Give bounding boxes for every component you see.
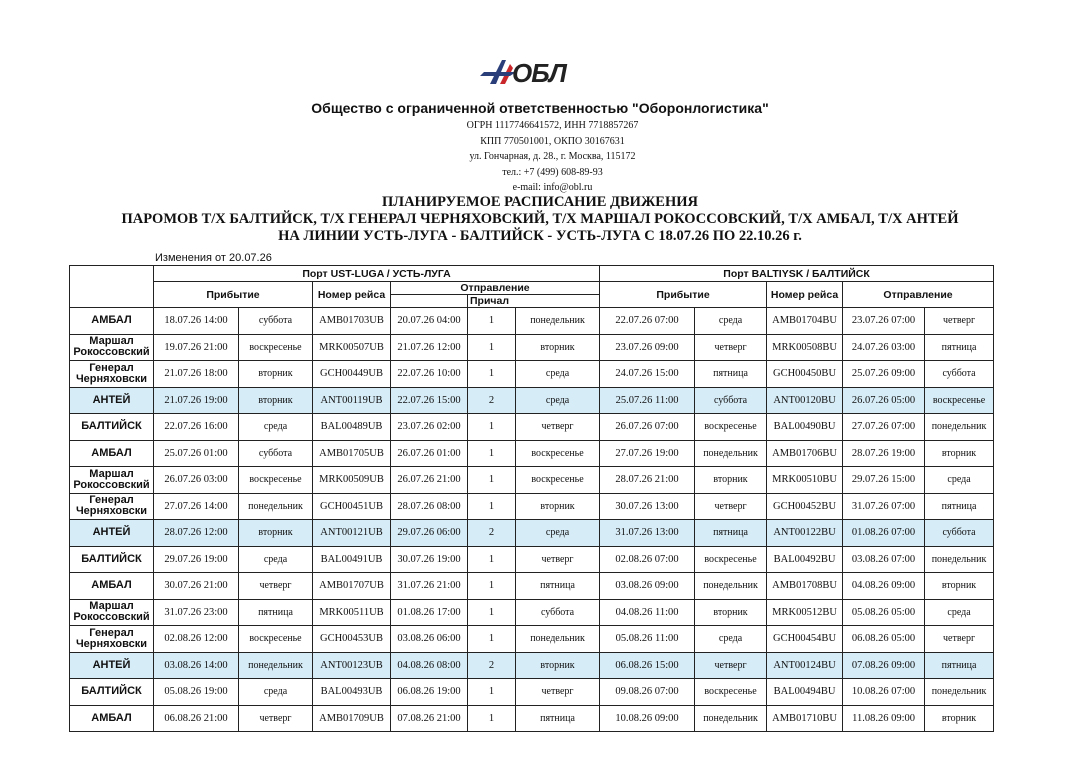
bal-voyage-number: GCH00450BU [767, 361, 843, 388]
bal-voyage-number: ANT00122BU [767, 520, 843, 547]
table-row [70, 705, 994, 732]
ust-departure-weekday: пятница [516, 573, 600, 600]
header-port-ust-luga: Порт UST-LUGA / УСТЬ-ЛУГА [154, 266, 600, 282]
bal-voyage-number: BAL00492BU [767, 546, 843, 573]
ust-departure-datetime: 28.07.26 08:00 [391, 493, 468, 520]
bal-departure-weekday: вторник [925, 440, 994, 467]
ust-voyage-number: ANT00121UB [313, 520, 391, 547]
ust-departure-datetime: 01.08.26 17:00 [391, 599, 468, 626]
bal-departure-datetime: 28.07.26 19:00 [843, 440, 925, 467]
bal-departure-weekday: среда [925, 467, 994, 494]
requisite-ogrn: ОГРН 1117746641572, ИНН 7718857267 [466, 120, 639, 131]
bal-departure-weekday: суббота [925, 361, 994, 388]
table-row [70, 599, 994, 626]
ust-voyage-number: GCH00453UB [313, 626, 391, 653]
bal-arrival-datetime: 03.08.26 09:00 [600, 573, 695, 600]
bal-arrival-weekday: пятница [695, 361, 767, 388]
berth-number: 1 [468, 626, 516, 653]
company-requisites [0, 118, 1080, 196]
ust-voyage-number: ANT00119UB [313, 387, 391, 414]
ust-departure-datetime: 20.07.26 04:00 [391, 308, 468, 335]
requisite-email: e-mail: info@obl.ru [512, 182, 593, 193]
ust-departure-weekday: четверг [516, 414, 600, 441]
ust-departure-datetime: 22.07.26 15:00 [391, 387, 468, 414]
ship-name [70, 387, 154, 414]
bal-departure-weekday: понедельник [925, 679, 994, 706]
bal-departure-weekday: вторник [925, 573, 994, 600]
bal-departure-datetime: 31.07.26 07:00 [843, 493, 925, 520]
ust-arrival-weekday: вторник [239, 520, 313, 547]
bal-departure-datetime: 23.07.26 07:00 [843, 308, 925, 335]
bal-arrival-weekday: суббота [695, 387, 767, 414]
ust-voyage-number: BAL00493UB [313, 679, 391, 706]
ust-arrival-datetime: 05.08.26 19:00 [154, 679, 239, 706]
table-row [70, 440, 994, 467]
requisite-address: ул. Гончарная, д. 28., г. Москва, 115172 [469, 151, 636, 162]
berth-number: 2 [468, 387, 516, 414]
bal-arrival-datetime: 24.07.26 15:00 [600, 361, 695, 388]
ship-name [70, 546, 154, 573]
ust-departure-datetime: 07.08.26 21:00 [391, 705, 468, 732]
ust-arrival-datetime: 26.07.26 03:00 [154, 467, 239, 494]
ship-name [70, 308, 154, 335]
header-bal-departure: Отправление [843, 282, 994, 308]
bal-arrival-weekday: воскресенье [695, 414, 767, 441]
ust-departure-weekday: понедельник [516, 308, 600, 335]
ust-voyage-number: ANT00123UB [313, 652, 391, 679]
bal-arrival-datetime: 09.08.26 07:00 [600, 679, 695, 706]
bal-voyage-number: ANT00124BU [767, 652, 843, 679]
bal-arrival-datetime: 28.07.26 21:00 [600, 467, 695, 494]
company-name: Общество с ограниченной ответственностью "Оборонлогистика" [311, 100, 769, 116]
ust-departure-datetime: 29.07.26 06:00 [391, 520, 468, 547]
ust-arrival-weekday: среда [239, 679, 313, 706]
table-row [70, 520, 994, 547]
ship-name [70, 361, 154, 388]
ust-arrival-datetime: 18.07.26 14:00 [154, 308, 239, 335]
bal-voyage-number: GCH00452BU [767, 493, 843, 520]
berth-number: 1 [468, 573, 516, 600]
bal-voyage-number: GCH00454BU [767, 626, 843, 653]
ust-departure-datetime: 31.07.26 21:00 [391, 573, 468, 600]
bal-arrival-weekday: среда [695, 626, 767, 653]
ust-departure-weekday: вторник [516, 334, 600, 361]
ust-departure-weekday: понедельник [516, 626, 600, 653]
bal-departure-weekday: понедельник [925, 414, 994, 441]
title-line-2: ПАРОМОВ Т/Х БАЛТИЙСК, Т/Х ГЕНЕРАЛ ЧЕРНЯХОВСКИЙ, Т/Х МАРШАЛ РОКОССОВСКИЙ, Т/Х АМБАЛ, Т/Х АНТЕЙ [121, 211, 959, 227]
bal-departure-weekday: воскресенье [925, 387, 994, 414]
ust-departure-datetime: 06.08.26 19:00 [391, 679, 468, 706]
bal-departure-datetime: 05.08.26 05:00 [843, 599, 925, 626]
ship-name-line: Черняховски [75, 505, 148, 518]
ship-name-line: Рокоссовский [73, 346, 150, 359]
ship-name [70, 414, 154, 441]
ust-arrival-datetime: 06.08.26 21:00 [154, 705, 239, 732]
ust-departure-weekday: четверг [516, 546, 600, 573]
berth-number: 1 [468, 493, 516, 520]
ust-voyage-number: GCH00451UB [313, 493, 391, 520]
bal-voyage-number: MRK00512BU [767, 599, 843, 626]
bal-departure-datetime: 25.07.26 09:00 [843, 361, 925, 388]
ust-arrival-weekday: понедельник [239, 652, 313, 679]
bal-departure-weekday: пятница [925, 334, 994, 361]
bal-departure-weekday: четверг [925, 626, 994, 653]
bal-arrival-weekday: понедельник [695, 573, 767, 600]
ship-name [70, 334, 154, 361]
header-ship-cell [70, 266, 154, 308]
ship-name-line: АМБАЛ [91, 446, 132, 459]
bal-arrival-datetime: 26.07.26 07:00 [600, 414, 695, 441]
table-row [70, 679, 994, 706]
ust-departure-weekday: четверг [516, 679, 600, 706]
ship-name [70, 652, 154, 679]
ust-voyage-number: AMB01709UB [313, 705, 391, 732]
ust-voyage-number: BAL00491UB [313, 546, 391, 573]
bal-voyage-number: ANT00120BU [767, 387, 843, 414]
bal-departure-weekday: пятница [925, 493, 994, 520]
ust-arrival-weekday: четверг [239, 573, 313, 600]
ust-voyage-number: AMB01707UB [313, 573, 391, 600]
header-ust-departure: Отправление [391, 282, 600, 295]
ust-voyage-number: MRK00511UB [313, 599, 391, 626]
ust-departure-datetime: 22.07.26 10:00 [391, 361, 468, 388]
bal-arrival-weekday: пятница [695, 520, 767, 547]
berth-number: 1 [468, 334, 516, 361]
berth-number: 1 [468, 440, 516, 467]
ust-departure-weekday: среда [516, 387, 600, 414]
ust-arrival-datetime: 27.07.26 14:00 [154, 493, 239, 520]
ust-arrival-datetime: 29.07.26 19:00 [154, 546, 239, 573]
ship-name-line: АМБАЛ [91, 579, 132, 592]
bal-departure-datetime: 11.08.26 09:00 [843, 705, 925, 732]
bal-arrival-datetime: 25.07.26 11:00 [600, 387, 695, 414]
header-port-baltiysk: Порт BALTIYSK / БАЛТИЙСК [600, 266, 994, 282]
berth-number: 1 [468, 308, 516, 335]
bal-voyage-number: AMB01710BU [767, 705, 843, 732]
ust-arrival-weekday: понедельник [239, 493, 313, 520]
bal-departure-weekday: среда [925, 599, 994, 626]
bal-departure-datetime: 24.07.26 03:00 [843, 334, 925, 361]
ust-arrival-datetime: 03.08.26 14:00 [154, 652, 239, 679]
bal-departure-datetime: 06.08.26 05:00 [843, 626, 925, 653]
ship-name [70, 520, 154, 547]
ust-arrival-weekday: пятница [239, 599, 313, 626]
ship-name [70, 626, 154, 653]
table-row [70, 546, 994, 573]
ust-departure-weekday: воскресенье [516, 467, 600, 494]
bal-arrival-datetime: 06.08.26 15:00 [600, 652, 695, 679]
header-ust-dep-spacer [391, 295, 468, 308]
ship-name-line: Генерал [89, 626, 134, 639]
ship-name [70, 679, 154, 706]
schedule-table [69, 265, 994, 732]
ust-departure-weekday: вторник [516, 493, 600, 520]
ship-name [70, 599, 154, 626]
bal-arrival-datetime: 27.07.26 19:00 [600, 440, 695, 467]
changes-note: Изменения от 20.07.26 [155, 252, 272, 264]
ust-arrival-datetime: 21.07.26 18:00 [154, 361, 239, 388]
bal-arrival-weekday: воскресенье [695, 546, 767, 573]
ust-arrival-datetime: 30.07.26 21:00 [154, 573, 239, 600]
ship-name-line: АНТЕЙ [92, 393, 131, 406]
berth-number: 1 [468, 599, 516, 626]
requisite-kpp: КПП 770501001, ОКПО 30167631 [480, 135, 625, 147]
bal-departure-datetime: 26.07.26 05:00 [843, 387, 925, 414]
bal-departure-weekday: суббота [925, 520, 994, 547]
bal-voyage-number: BAL00490BU [767, 414, 843, 441]
ust-departure-datetime: 30.07.26 19:00 [391, 546, 468, 573]
ship-name-line: АМБАЛ [91, 314, 132, 327]
berth-number: 1 [468, 467, 516, 494]
ust-departure-datetime: 26.07.26 21:00 [391, 467, 468, 494]
table-row [70, 573, 994, 600]
ship-name-line: АМБАЛ [91, 711, 132, 724]
bal-departure-weekday: пятница [925, 652, 994, 679]
ship-name-line: Черняховски [75, 637, 148, 650]
ust-arrival-datetime: 31.07.26 23:00 [154, 599, 239, 626]
bal-arrival-weekday: четверг [695, 334, 767, 361]
bal-departure-weekday: четверг [925, 308, 994, 335]
header-berth: Причал [468, 295, 600, 308]
company-logo-text: ОБЛ [512, 58, 566, 88]
ust-arrival-datetime: 25.07.26 01:00 [154, 440, 239, 467]
header-bal-arrival: Прибытие [600, 282, 767, 308]
bal-arrival-weekday: вторник [695, 467, 767, 494]
bal-departure-datetime: 10.08.26 07:00 [843, 679, 925, 706]
ust-departure-datetime: 04.08.26 08:00 [391, 652, 468, 679]
requisite-phone: тел.: +7 (499) 608-89-93 [502, 166, 603, 178]
ust-arrival-datetime: 19.07.26 21:00 [154, 334, 239, 361]
ust-arrival-datetime: 21.07.26 19:00 [154, 387, 239, 414]
table-row [70, 387, 994, 414]
ust-voyage-number: MRK00507UB [313, 334, 391, 361]
ust-arrival-weekday: воскресенье [239, 334, 313, 361]
table-row [70, 361, 994, 388]
ust-arrival-weekday: суббота [239, 308, 313, 335]
ship-name-line: Генерал [89, 494, 134, 507]
ust-departure-datetime: 21.07.26 12:00 [391, 334, 468, 361]
table-row [70, 652, 994, 679]
bal-arrival-datetime: 05.08.26 11:00 [600, 626, 695, 653]
bal-arrival-datetime: 10.08.26 09:00 [600, 705, 695, 732]
berth-number: 1 [468, 705, 516, 732]
ust-arrival-weekday: воскресенье [239, 626, 313, 653]
bal-arrival-weekday: понедельник [695, 705, 767, 732]
ust-arrival-weekday: вторник [239, 387, 313, 414]
ust-voyage-number: GCH00449UB [313, 361, 391, 388]
ust-departure-weekday: воскресенье [516, 440, 600, 467]
ship-name [70, 493, 154, 520]
bal-arrival-weekday: вторник [695, 599, 767, 626]
bal-arrival-weekday: понедельник [695, 440, 767, 467]
ship-name [70, 440, 154, 467]
bal-arrival-datetime: 04.08.26 11:00 [600, 599, 695, 626]
berth-number: 1 [468, 414, 516, 441]
ust-departure-weekday: суббота [516, 599, 600, 626]
title-line-3: НА ЛИНИИ УСТЬ-ЛУГА - БАЛТИЙСК - УСТЬ-ЛУГА С 18.07.26 ПО 22.10.26 г. [278, 228, 802, 244]
ship-name-line: Маршал [89, 467, 134, 480]
bal-departure-weekday: понедельник [925, 546, 994, 573]
ust-departure-weekday: среда [516, 520, 600, 547]
ust-voyage-number: AMB01703UB [313, 308, 391, 335]
bal-voyage-number: BAL00494BU [767, 679, 843, 706]
berth-number: 2 [468, 652, 516, 679]
bal-departure-datetime: 01.08.26 07:00 [843, 520, 925, 547]
table-row [70, 626, 994, 653]
berth-number: 2 [468, 520, 516, 547]
ship-name-line: БАЛТИЙСК [81, 552, 142, 565]
bal-departure-datetime: 07.08.26 09:00 [843, 652, 925, 679]
table-row [70, 334, 994, 361]
bal-arrival-datetime: 31.07.26 13:00 [600, 520, 695, 547]
bal-departure-datetime: 27.07.26 07:00 [843, 414, 925, 441]
header-ust-voyage: Номер рейса [313, 282, 391, 308]
ship-name-line: Маршал [89, 335, 134, 348]
ship-name-line: Черняховски [75, 372, 148, 385]
bal-departure-datetime: 29.07.26 15:00 [843, 467, 925, 494]
document-title [0, 194, 1080, 245]
ship-name-line: Генерал [89, 361, 134, 374]
ust-voyage-number: AMB01705UB [313, 440, 391, 467]
ship-name-line: Рокоссовский [73, 611, 150, 624]
ust-departure-datetime: 26.07.26 01:00 [391, 440, 468, 467]
title-line-1: ПЛАНИРУЕМОЕ РАСПИСАНИЕ ДВИЖЕНИЯ [382, 194, 698, 210]
bal-voyage-number: AMB01706BU [767, 440, 843, 467]
ust-departure-weekday: вторник [516, 652, 600, 679]
ust-arrival-weekday: четверг [239, 705, 313, 732]
ust-departure-datetime: 03.08.26 06:00 [391, 626, 468, 653]
bal-arrival-datetime: 23.07.26 09:00 [600, 334, 695, 361]
bal-arrival-weekday: четверг [695, 493, 767, 520]
table-row [70, 308, 994, 335]
bal-voyage-number: AMB01704BU [767, 308, 843, 335]
bal-voyage-number: MRK00510BU [767, 467, 843, 494]
ust-arrival-weekday: среда [239, 414, 313, 441]
header-bal-voyage: Номер рейса [767, 282, 843, 308]
bal-departure-datetime: 03.08.26 07:00 [843, 546, 925, 573]
table-row [70, 493, 994, 520]
berth-number: 1 [468, 679, 516, 706]
ship-name [70, 705, 154, 732]
header-ust-arrival: Прибытие [154, 282, 313, 308]
bal-departure-datetime: 04.08.26 09:00 [843, 573, 925, 600]
ship-name-line: АНТЕЙ [92, 526, 131, 539]
ust-arrival-weekday: вторник [239, 361, 313, 388]
bal-arrival-weekday: четверг [695, 652, 767, 679]
ust-voyage-number: BAL00489UB [313, 414, 391, 441]
ust-departure-datetime: 23.07.26 02:00 [391, 414, 468, 441]
ust-arrival-datetime: 28.07.26 12:00 [154, 520, 239, 547]
ust-voyage-number: MRK00509UB [313, 467, 391, 494]
bal-voyage-number: MRK00508BU [767, 334, 843, 361]
ship-name-line: Рокоссовский [73, 478, 150, 491]
ust-arrival-weekday: воскресенье [239, 467, 313, 494]
ship-name-line: Маршал [89, 600, 134, 613]
ust-arrival-weekday: среда [239, 546, 313, 573]
ust-arrival-datetime: 22.07.26 16:00 [154, 414, 239, 441]
ust-departure-weekday: среда [516, 361, 600, 388]
ship-name [70, 467, 154, 494]
bal-arrival-datetime: 30.07.26 13:00 [600, 493, 695, 520]
berth-number: 1 [468, 546, 516, 573]
bal-arrival-datetime: 22.07.26 07:00 [600, 308, 695, 335]
berth-number: 1 [468, 361, 516, 388]
ust-departure-weekday: пятница [516, 705, 600, 732]
bal-voyage-number: AMB01708BU [767, 573, 843, 600]
bal-arrival-datetime: 02.08.26 07:00 [600, 546, 695, 573]
table-row [70, 467, 994, 494]
ust-arrival-datetime: 02.08.26 12:00 [154, 626, 239, 653]
ship-name-line: БАЛТИЙСК [81, 685, 142, 698]
ship-name [70, 573, 154, 600]
table-row [70, 414, 994, 441]
ship-name-line: АНТЕЙ [92, 658, 131, 671]
ship-name-line: БАЛТИЙСК [81, 420, 142, 433]
bal-arrival-weekday: среда [695, 308, 767, 335]
ust-arrival-weekday: суббота [239, 440, 313, 467]
bal-arrival-weekday: воскресенье [695, 679, 767, 706]
bal-departure-weekday: вторник [925, 705, 994, 732]
